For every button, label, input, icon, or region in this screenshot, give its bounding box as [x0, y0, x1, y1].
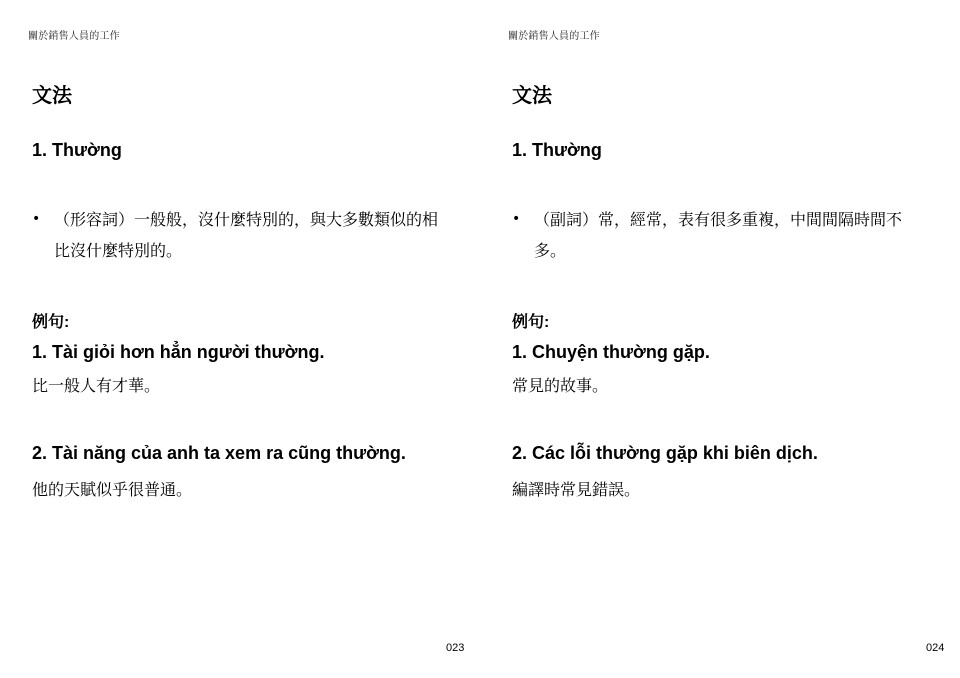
- example-translation: 編譯時常見錯誤。: [512, 480, 641, 499]
- definition-text: （副詞）常，經常，表有很多重複，中間間隔時間不多。: [534, 210, 903, 260]
- example-translation: 比一般人有才華。: [32, 376, 161, 395]
- examples-label: 例句:: [512, 314, 550, 331]
- example-sentence: 2. Tài năng của anh ta xem ra cũng thường.: [32, 443, 406, 463]
- section-title: 文法: [32, 83, 72, 107]
- right-page: [480, 0, 960, 678]
- definition-item: [512, 204, 922, 266]
- definition-list: [512, 204, 922, 266]
- page-number: 024: [926, 642, 945, 654]
- section-title: 文法: [512, 83, 552, 107]
- term-title: 1. Thường: [512, 140, 602, 160]
- definition-list: [32, 204, 442, 266]
- running-header: 關於銷售人員的工作: [508, 31, 600, 42]
- running-header: 關於銷售人員的工作: [28, 31, 120, 42]
- example-translation: 常見的故事。: [512, 376, 609, 395]
- bullet-icon: •: [32, 211, 41, 227]
- page-number: 023: [446, 642, 465, 654]
- bullet-icon: •: [512, 211, 521, 227]
- example-sentence: 1. Chuyện thường gặp.: [512, 342, 710, 362]
- definition-text: （形容詞）一般般，沒什麼特別的，與大多數類似的相比沒什麼特別的。: [54, 210, 439, 260]
- term-title: 1. Thường: [32, 140, 122, 160]
- definition-item: [32, 204, 442, 266]
- examples-label: 例句:: [32, 314, 70, 331]
- example-translation: 他的天賦似乎很普通。: [32, 480, 193, 499]
- example-sentence: 1. Tài giỏi hơn hẳn người thường.: [32, 342, 325, 362]
- example-sentence: 2. Các lỗi thường gặp khi biên dịch.: [512, 443, 818, 463]
